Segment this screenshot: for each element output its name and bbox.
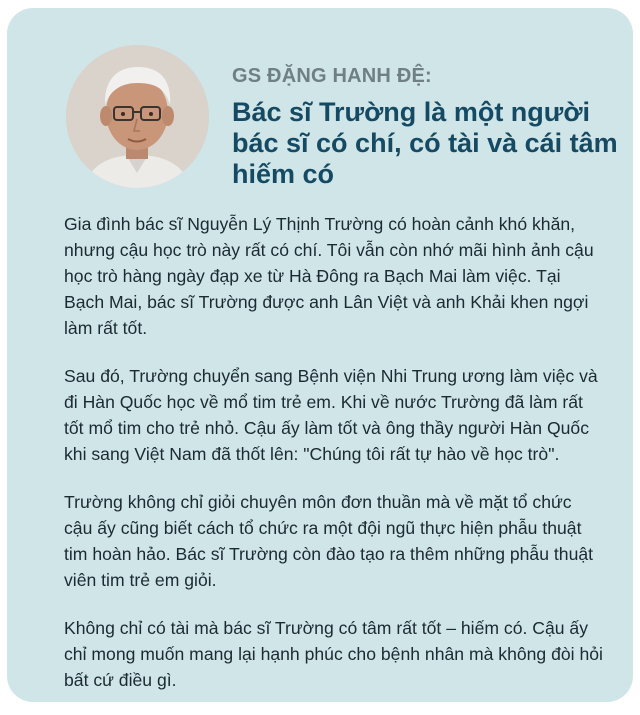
quote-paragraph: Sau đó, Trường chuyển sang Bệnh viện Nhi Trung ương làm việc và đi Hàn Quốc học về mổ tim trẻ em. Khi về nước Trường đã làm rất tốt mổ tim cho trẻ nhỏ. Cậu ấy làm tốt và ông thầy người Hàn Quốc khi sang Việt Nam đã thốt lên: "Chúng tôi rất tự hào về học trò". <box>64 366 598 464</box>
quote-card <box>7 8 633 702</box>
quote-paragraph: Không chỉ có tài mà bác sĩ Trường có tâm rất tốt – hiếm có. Cậu ấy chỉ mong muốn mang lại hạnh phúc cho bệnh nhân mà không đòi hỏi bất cứ điều gì. <box>64 618 603 690</box>
portrait-photo <box>66 45 209 188</box>
quote-paragraph: Trường không chỉ giỏi chuyên môn đơn thuần mà về mặt tổ chức cậu ấy cũng biết cách tổ chức ra một đội ngũ thực hiện phẫu thuật tim hoàn hảo. Bác sĩ Trường còn đào tạo ra thêm những phẫu thuật viên tim trẻ em giỏi. <box>64 492 594 590</box>
quote-body <box>64 211 604 715</box>
quote-paragraph: Gia đình bác sĩ Nguyễn Lý Thịnh Trường có hoàn cảnh khó khăn, nhưng cậu học trò này rất có chí. Tôi vẫn còn nhớ mãi hình ảnh cậu học trò hàng ngày đạp xe từ Hà Đông ra Bạch Mai làm việc. Tại Bạch Mai, bác sĩ Trường được anh Lân Việt và anh Khải khen ngợi làm rất tốt. <box>64 214 594 338</box>
quote-headline: Bác sĩ Trường là một người bác sĩ có chí, có tài và cái tâm hiếm có <box>232 97 618 189</box>
speaker-name: GS ĐẶNG HANH ĐỆ: <box>232 65 432 87</box>
